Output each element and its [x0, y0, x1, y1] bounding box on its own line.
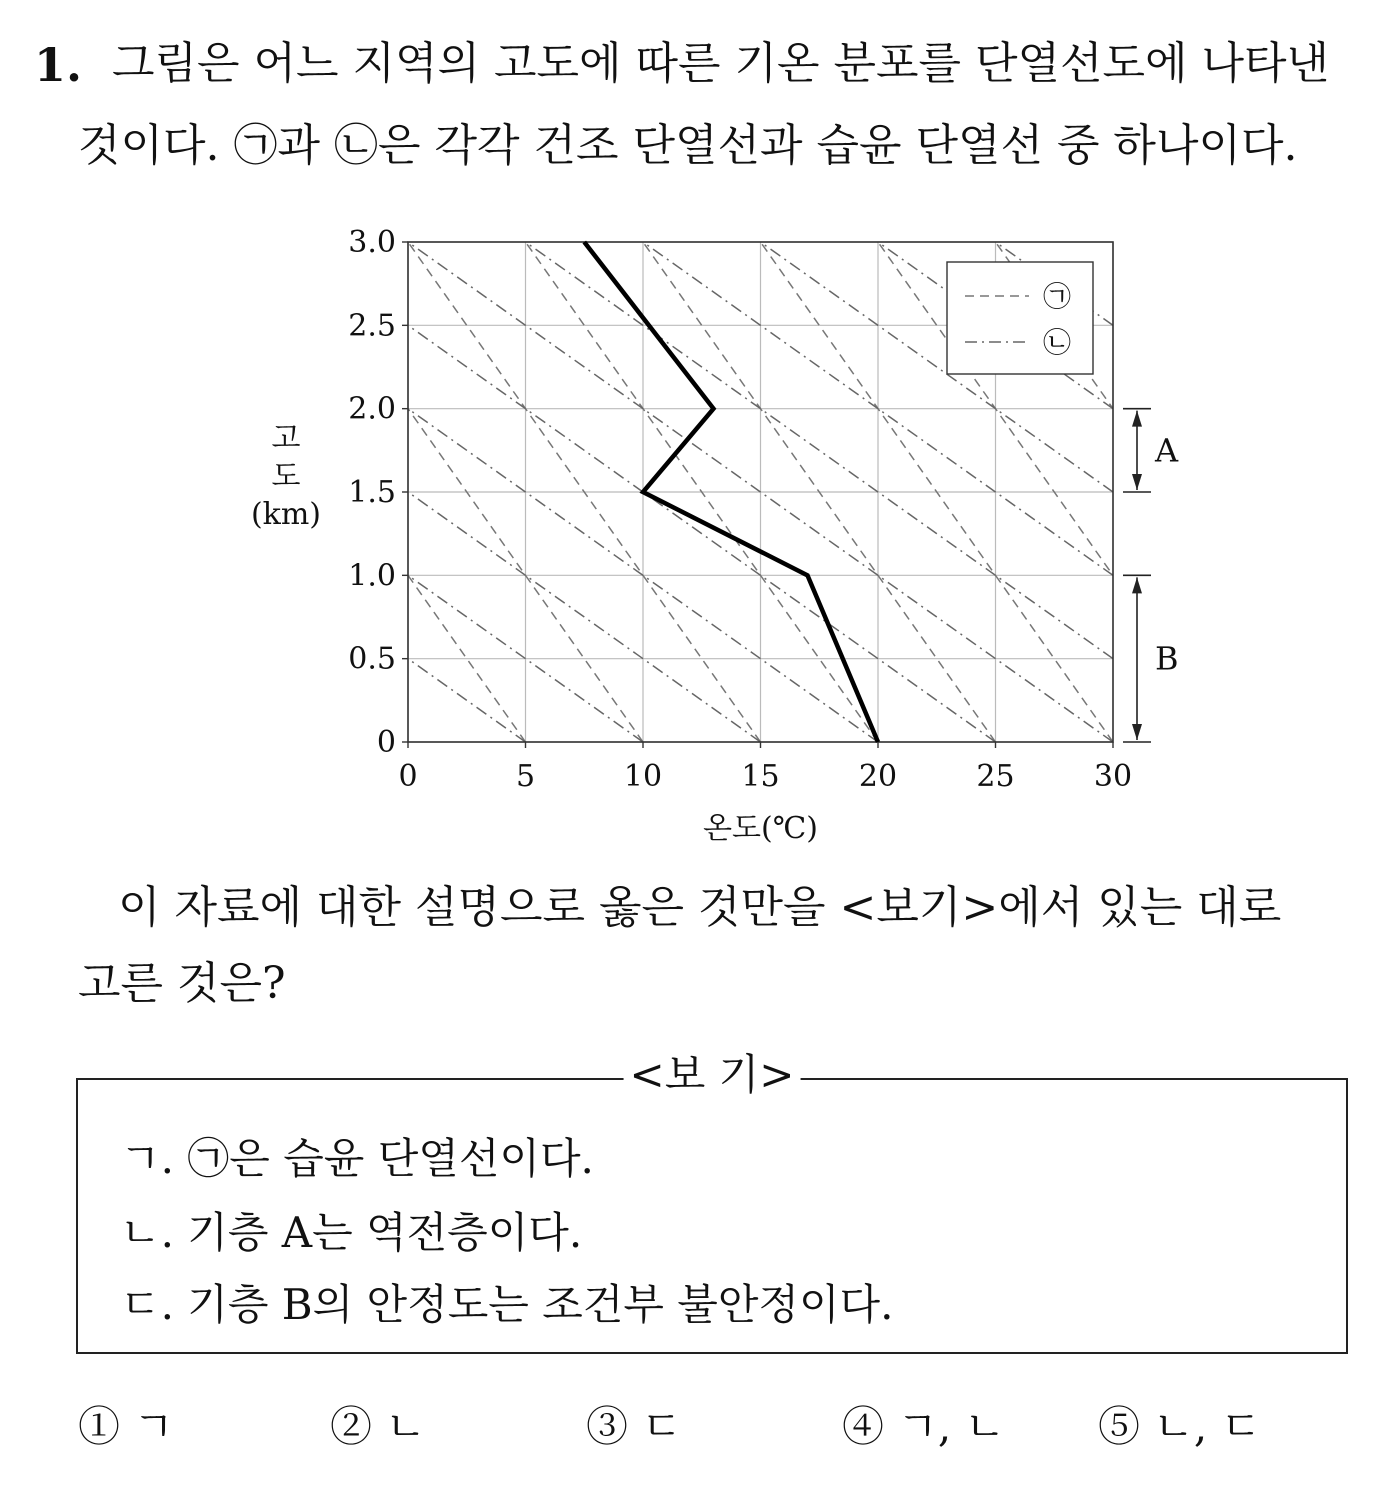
x-tick-label: 30 [1093, 759, 1133, 794]
bogi-item: ㄷ. 기층 B의 안정도는 조건부 불안정이다. [120, 1280, 894, 1329]
y-tick-label: 2.5 [348, 308, 396, 344]
prompt-line-1: 이 자료에 대한 설명으로 옳은 것만을 <보기>에서 있는 대로 [118, 882, 1282, 933]
x-tick-label: 5 [515, 759, 536, 794]
x-tick-label: 20 [858, 759, 898, 794]
adiabatic-chart [230, 220, 1210, 860]
bogi-item: ㄴ. 기층 A는 역전층이다. [120, 1208, 583, 1257]
layer-annotations [1123, 409, 1179, 742]
legend [947, 262, 1093, 374]
x-tick-label: 25 [976, 759, 1015, 794]
y-axis-label [251, 421, 321, 532]
x-axis-label: 온도(℃) [703, 811, 818, 846]
annotation-arrowhead [1132, 724, 1142, 740]
x-tick-label: 10 [623, 759, 663, 794]
legend-label: ㉡ [1043, 326, 1072, 359]
x-tick-label: 0 [398, 759, 418, 794]
y-axis-label-part: 고 [271, 421, 301, 456]
prompt-line-2: 고른 것은? [78, 958, 286, 1009]
bogi-item: ㄱ. ㉠은 습윤 단열선이다. [120, 1134, 594, 1183]
bogi-title: <보 기> [624, 1050, 801, 1100]
y-tick-label: 0 [376, 725, 396, 760]
answer-choice-2[interactable]: ② ㄴ [330, 1402, 426, 1451]
answer-choice-5[interactable]: ⑤ ㄴ, ㄷ [1098, 1402, 1262, 1451]
annotation-arrowhead [1132, 577, 1142, 593]
x-tick-label: 15 [741, 759, 780, 794]
question-number: 1. [34, 38, 83, 92]
y-tick-label: 2.0 [348, 391, 396, 427]
annotation-label: B [1155, 639, 1179, 678]
y-tick-label: 1.0 [348, 558, 396, 594]
y-axis-label-part: (km) [250, 497, 322, 532]
bogi-box [76, 1050, 1348, 1354]
question-text-line-1: 그림은 어느 지역의 고도에 따른 기온 분포를 단열선도에 나타낸 [112, 38, 1329, 89]
y-tick-label: 3.0 [348, 225, 396, 260]
question-text-line-2: 것이다. ㉠과 ㉡은 각각 건조 단열선과 습윤 단열선 중 하나이다. [78, 120, 1298, 171]
y-axis-label-part: 도 [271, 459, 301, 494]
annotation-arrowhead [1132, 474, 1142, 490]
annotation-label: A [1155, 431, 1179, 470]
annotation-arrowhead [1132, 411, 1142, 427]
legend-box [947, 262, 1093, 374]
answer-choice-4[interactable]: ④ ㄱ, ㄴ [842, 1402, 1006, 1451]
legend-label: ㉠ [1043, 280, 1072, 313]
y-tick-label: 1.5 [348, 475, 396, 510]
answer-choice-3[interactable]: ③ ㄷ [586, 1402, 682, 1451]
y-tick-label: 0.5 [348, 641, 396, 677]
answer-choice-1[interactable]: ① ㄱ [78, 1402, 174, 1451]
